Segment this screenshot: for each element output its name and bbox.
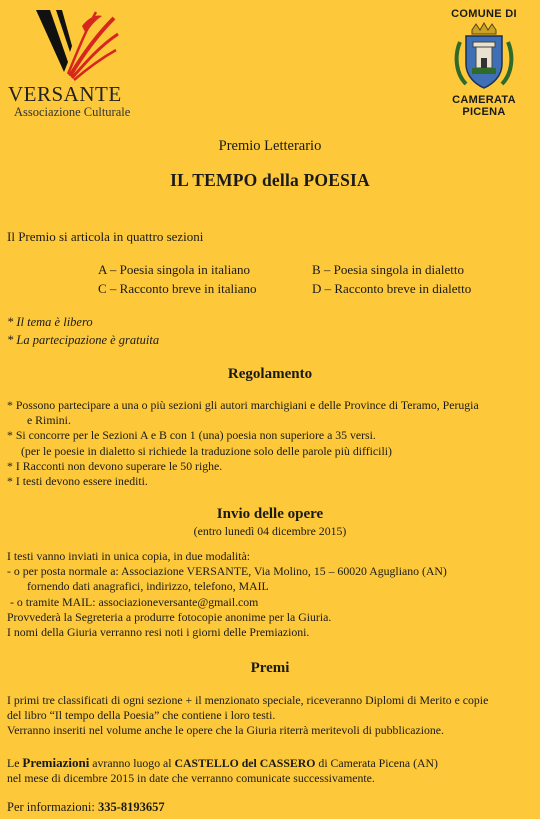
section-d: D – Racconto breve in dialetto	[312, 281, 472, 296]
invio-deadline: (entro lunedì 04 dicembre 2015)	[193, 524, 347, 538]
section-a: A – Poesia singola in italiano	[98, 262, 251, 277]
premi-body	[7, 693, 535, 739]
invio-body	[7, 549, 535, 640]
premiazioni-venue: CASTELLO del CASSERO	[174, 756, 316, 770]
comune-top-label: COMUNE DI	[451, 8, 517, 20]
premiazioni-line1	[7, 755, 535, 771]
rule-line: * Possono partecipare a una o più sezioni gli autori marchigiani e delle Province di Teramo, Perugia	[7, 398, 479, 412]
premiazioni-body	[7, 755, 535, 786]
regolamento-list	[7, 398, 535, 489]
info-phone: 335-8193657	[97, 800, 165, 814]
premi-heading: Premi	[250, 660, 290, 676]
comune-name-line2: PICENA	[462, 106, 506, 118]
versante-v-mark-icon	[30, 6, 120, 84]
premiazioni-line2: nel mese di dicembre 2015 in date che verranno comunicate successivamente.	[7, 771, 375, 786]
comune-block	[432, 8, 536, 118]
versante-logo	[8, 6, 148, 124]
premiazioni-word: Premiazioni	[22, 755, 90, 770]
main-title: IL TEMPO della POESIA	[170, 170, 370, 190]
premiazioni-post: di Camerata Picena (AN)	[315, 756, 438, 770]
rule-line: * Si concorre per le Sezioni A e B con 1 (una) poesia non superiore a 35 versi.	[7, 428, 376, 443]
premi-line: I primi tre classificati di ogni sezione + il menzionato speciale, riceveranno Diplomi di Merito e copie	[7, 693, 489, 707]
invio-line: Provvederà la Segreteria a produrre fotocopie anonime per la Giuria.	[7, 609, 332, 624]
title-kicker: Premio Letterario	[218, 138, 322, 154]
section-c: C – Racconto breve in italiano	[98, 281, 257, 296]
premi-line: del libro “Il tempo della Poesia” che contiene i loro testi.	[7, 708, 276, 723]
comune-name-line1: CAMERATA	[452, 94, 516, 106]
invio-line: - o tramite MAIL: associazioneversante@gmail.com	[10, 594, 259, 609]
invio-line: - o per posta normale a: Associazione VERSANTE, Via Molino, 15 – 60020 Agugliano (AN)	[7, 564, 447, 579]
invio-heading: Invio delle opere	[216, 506, 324, 522]
rule-line: (per le poesie in dialetto si richiede la traduzione solo delle parole più difficili)	[21, 443, 392, 458]
rule-line: e Rimini.	[27, 413, 71, 428]
logo-name: VERSANTE	[8, 82, 122, 106]
invio-line: I testi vanno inviati in unica copia, in due modalità:	[7, 549, 251, 563]
intro-text: Il Premio si articola in quattro sezioni	[7, 229, 204, 244]
note-free: * La partecipazione è gratuita	[7, 333, 160, 347]
rule-line: * I testi devono essere inediti.	[7, 474, 148, 489]
note-theme: * Il tema è libero	[7, 315, 93, 329]
regolamento-heading: Regolamento	[227, 366, 313, 382]
section-b: B – Poesia singola in dialetto	[312, 262, 465, 277]
invio-line: fornendo dati anagrafici, indirizzo, telefono, MAIL	[27, 579, 269, 594]
info-label: Per informazioni:	[7, 800, 98, 814]
premi-line: Verranno inseriti nel volume anche le opere che la Giuria riterrà meritevoli di pubblicazione.	[7, 723, 444, 738]
info-line	[7, 800, 535, 815]
coat-of-arms-icon	[452, 22, 516, 92]
logo-subtitle: Associazione Culturale	[14, 105, 131, 119]
rule-line: * I Racconti non devono superare le 50 righe.	[7, 458, 223, 473]
premiazioni-mid: avranno luogo al	[89, 756, 175, 770]
invio-line: I nomi della Giuria verranno resi noti i giorni delle Premiazioni.	[7, 625, 310, 640]
premiazioni-pre: Le	[7, 756, 23, 770]
